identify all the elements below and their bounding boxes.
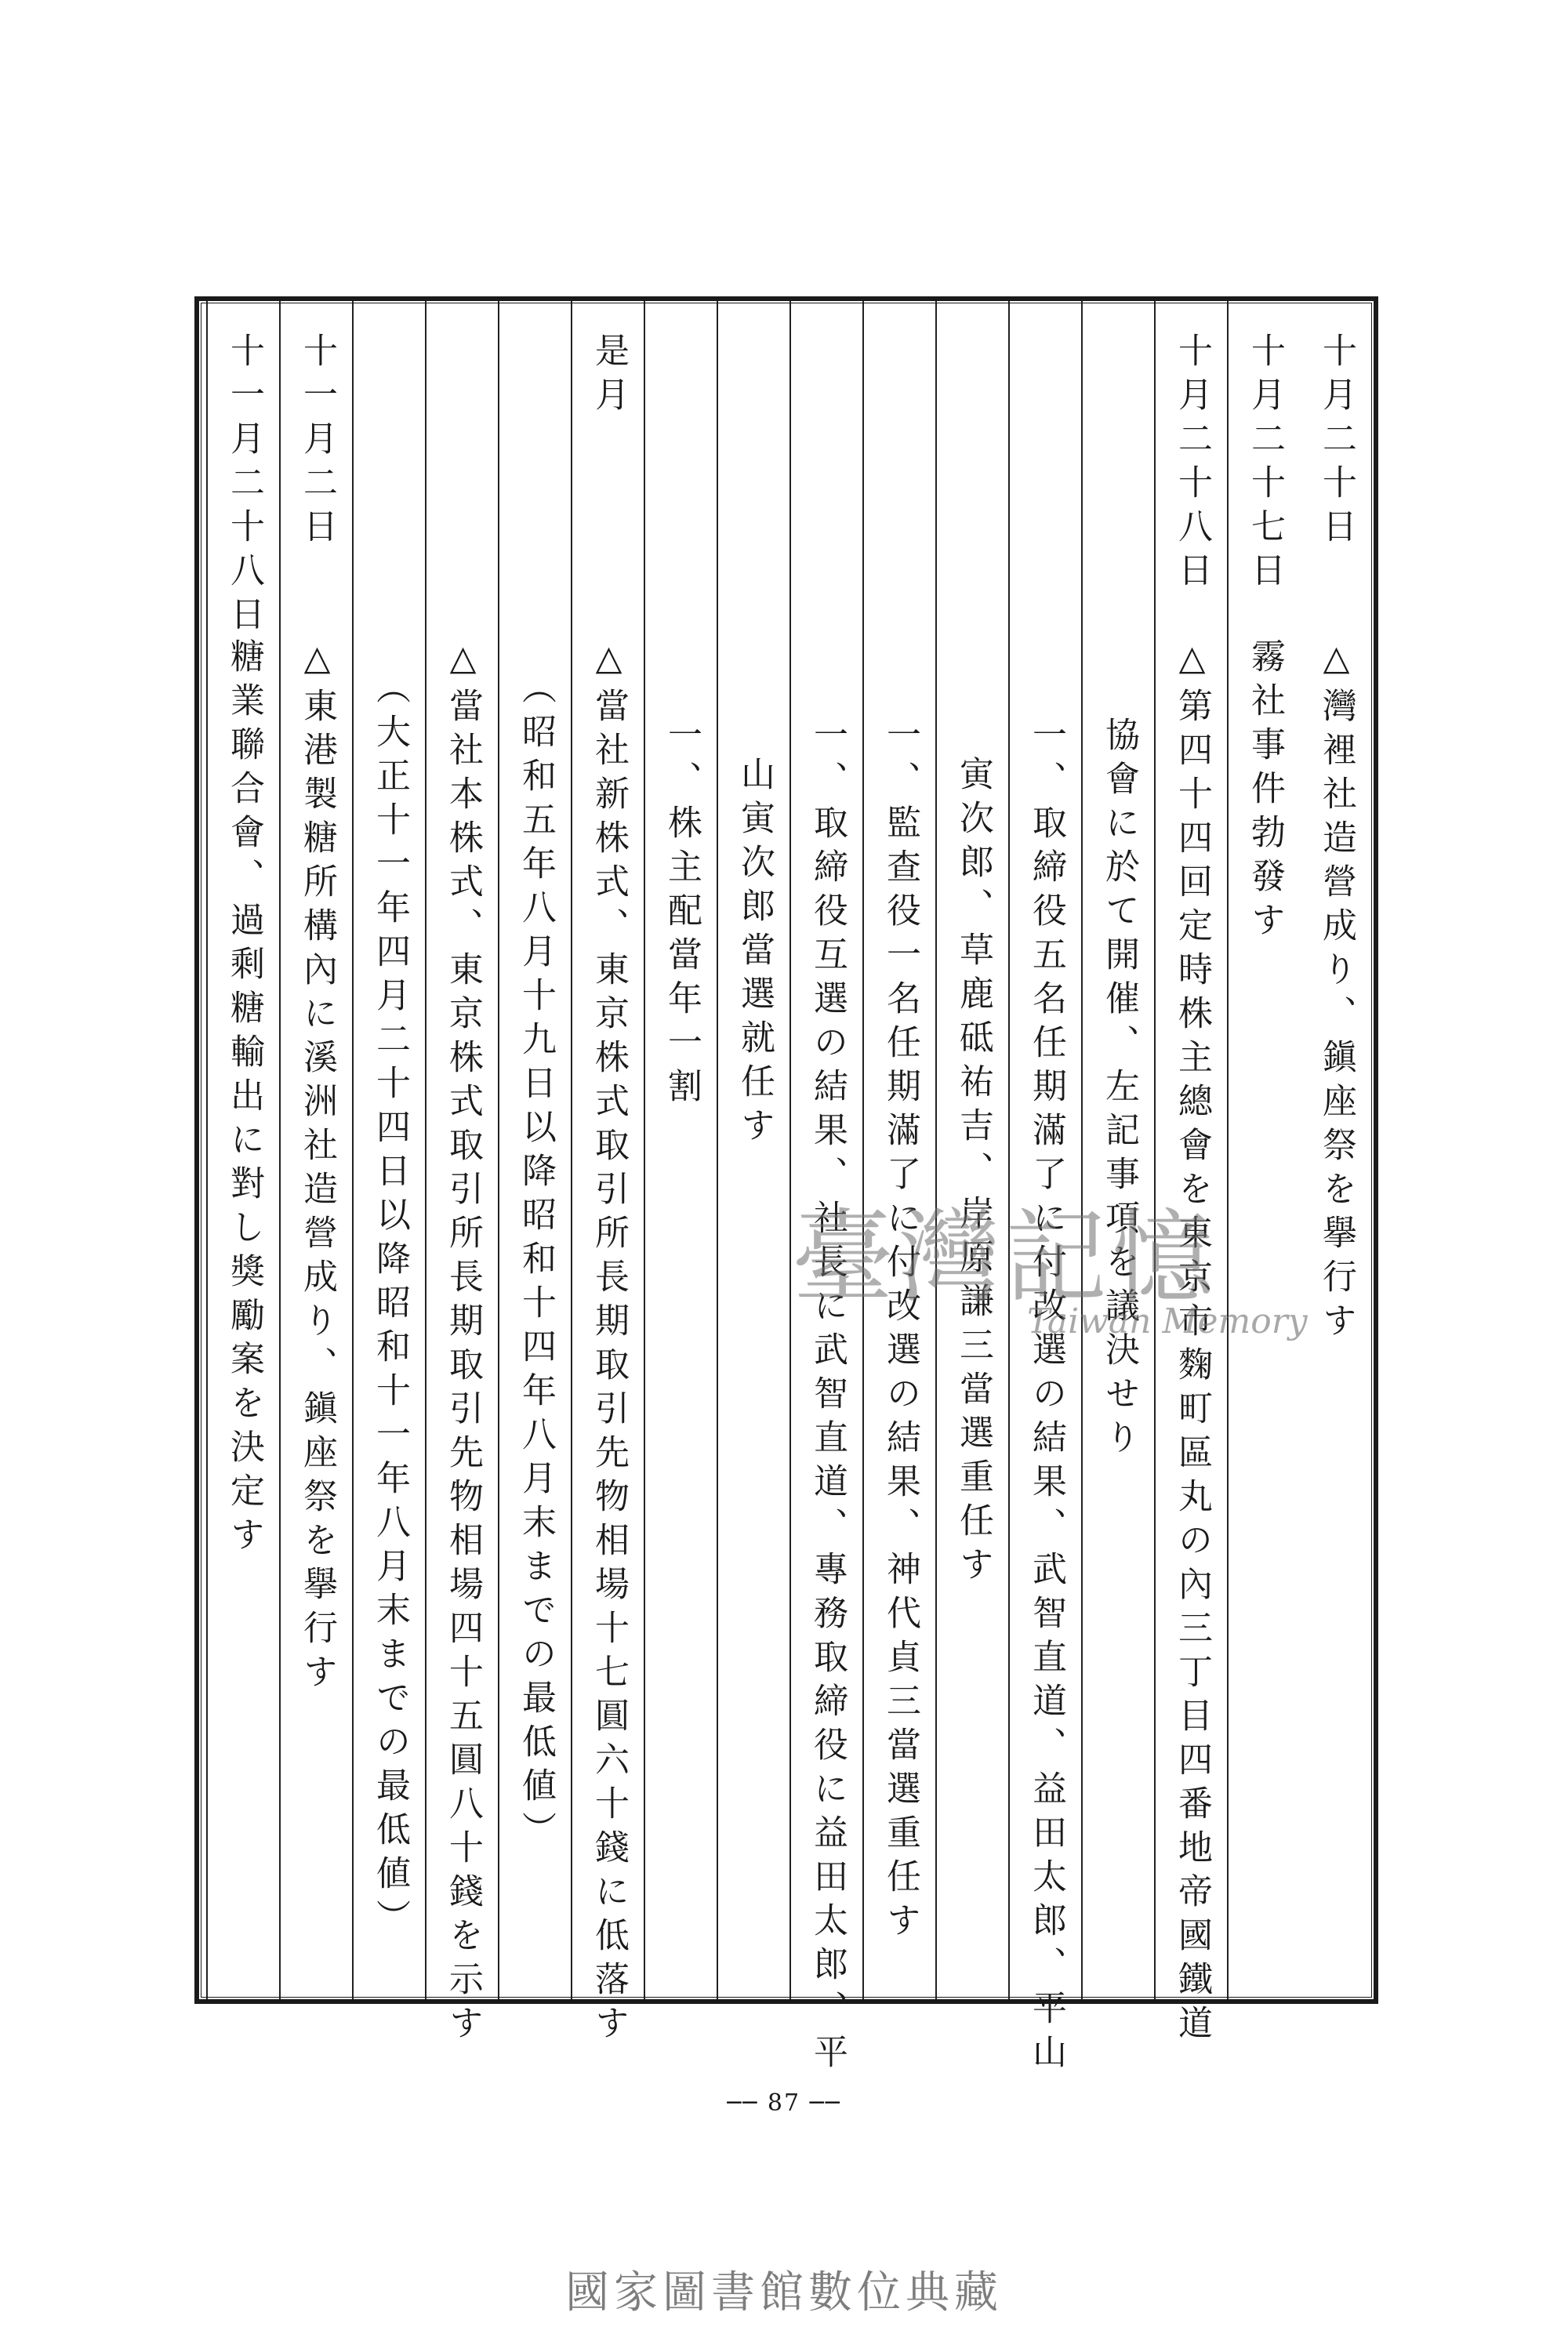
entry-text: 糖業聯合會、過剩糖輸出に對し獎勵案を決定す — [224, 638, 264, 1560]
entry-text: △當社本株式、東京株式取引所長期取引先物相場四十五圓八十錢を示す — [443, 638, 483, 2049]
entry-column-16 — [206, 301, 279, 1999]
library-footer: 國家圖書館數位典藏 — [565, 2267, 1003, 2318]
page-number: ── 87 ── — [727, 2089, 841, 2117]
entry-column-1 — [1300, 301, 1373, 1999]
entry-column-2 — [1227, 301, 1300, 1999]
entry-column-13 — [425, 301, 498, 2049]
entry-text: （大正十一年四月二十四日以降昭和十一年八月末までの最低値） — [370, 670, 410, 1943]
entry-text: △灣裡社造營成り、鎭座祭を擧行す — [1316, 638, 1356, 1346]
entry-date: 十月二十七日 — [1245, 332, 1285, 596]
entry-date: 十一月二十八日 — [224, 332, 264, 640]
entry-column-14 — [352, 301, 425, 1999]
entry-text: 一、株主配當年一割 — [662, 717, 702, 1112]
entry-text: 霧社事件勃發す — [1245, 638, 1285, 946]
entry-text: △當社新株式、東京株式取引所長期取引先物相場十七圓六十錢に低落す — [589, 638, 629, 2049]
watermark-logo-english: Taiwan Memory — [1027, 1301, 1308, 1341]
entry-text: 一、取締役互選の結果、社長に武智直道、專務取締役に益田太郎、平 — [808, 717, 848, 2078]
entry-text: 一、取締役五名任期滿了に付改選の結果、武智直道、益田太郎、平山 — [1026, 717, 1066, 2078]
entry-text: （昭和五年八月十九日以降昭和十四年八月末までの最低値） — [516, 670, 556, 1855]
entry-text: △東港製糖所構內に溪洲社造營成り、鎭座祭を擧行す — [297, 638, 337, 1697]
entry-column-7 — [862, 301, 935, 1999]
entry-text: △第四十四回定時株主總會を東京市麴町區丸の內三丁目四番地帝國鐵道 — [1172, 638, 1212, 2049]
entry-column-15 — [279, 301, 352, 1999]
entry-text: 寅次郎、草鹿砥祐吉、岸原謙三當選重任す — [953, 756, 993, 1590]
entry-date: 十一月二日 — [297, 332, 337, 552]
text-frame — [194, 296, 1378, 2078]
entry-column-4 — [1081, 301, 1154, 1999]
entry-column-8 — [789, 301, 862, 2078]
entry-text: 一、監查役一名任期滿了に付改選の結果、神代貞三當選重任す — [880, 717, 920, 1946]
entry-text: 協會に於て開催、左記事項を議決せり — [1099, 717, 1139, 1463]
entry-column-12 — [498, 301, 571, 1999]
entry-column-10 — [644, 301, 717, 1999]
entry-column-3 — [1154, 301, 1227, 2049]
entry-column-9 — [717, 301, 789, 1999]
entry-column-6 — [935, 301, 1008, 1999]
entry-date: 是月 — [589, 332, 629, 420]
watermark-logo: 臺灣記憶 — [792, 1198, 1219, 1317]
entry-date: 十月二十八日 — [1172, 332, 1212, 596]
entry-column-11 — [571, 301, 644, 2049]
entry-column-5 — [1008, 301, 1081, 2078]
entry-date: 十月二十日 — [1316, 332, 1356, 552]
entry-text: 山寅次郎當選就任す — [735, 756, 775, 1151]
